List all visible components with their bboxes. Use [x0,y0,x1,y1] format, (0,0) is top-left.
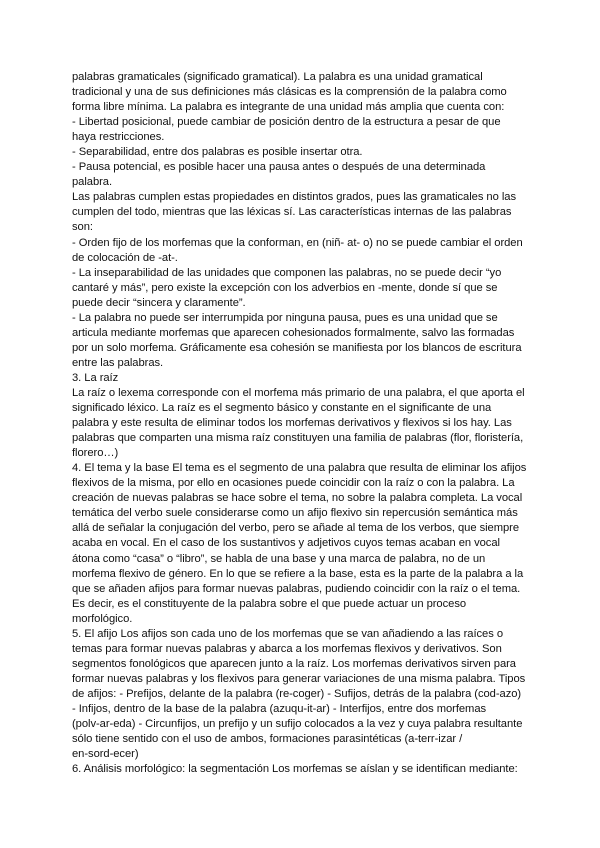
text-line: - Separabilidad, entre dos palabras es posible insertar otra. [72,146,363,159]
text-line: haya restricciones. [72,131,165,144]
text-line: - Pausa potencial, es posible hacer una pausa antes o después de una determinada [72,161,486,174]
text-line: florero…) [72,447,119,460]
text-line: (polv-ar-eda) - Circunfijos, un prefijo y un sufijo colocados a la vez y cuya palabra resultante [72,718,523,731]
text-line: segmentos fonológicos que aparecen junto a la raíz. Los morfemas derivativos sirven para [72,657,516,670]
text-line: formar nuevas palabras y los flexivos para generar variaciones de una misma palabra. Tipos [72,672,526,685]
text-line: acaba en vocal. En el caso de los sustantivos y adjetivos cuyos temas acaban en vocal [72,537,500,550]
text-line: por un solo morfema. Gráficamente esa cohesión se manifiesta por los blancos de escritura [72,341,522,354]
text-line: son: [72,221,93,234]
text-line: flexivos de la misma, por ello en ocasiones puede coincidir con la raíz o con la palabra. La [72,477,515,490]
text-line: entre las palabras. [72,356,164,369]
text-line: palabra. [72,176,113,189]
text-line: tradicional y una de sus definiciones más clásicas es la comprensión de la palabra como [72,86,507,99]
text-line: Las palabras cumplen estas propiedades en distintos grados, pues las gramaticales no las [72,191,516,204]
text-line: de afijos: - Prefijos, delante de la palabra (re-coger) - Sufijos, detrás de la palabra (cod-azo) [72,687,522,700]
text-line: allá de señalar la conjugación del verbo, pero se añade al tema de los verbos, que siempre [72,522,520,535]
text-line: palabras que comparten una misma raíz constituyen una familia de palabras (flor, floristería, [72,432,524,445]
text-line: palabras gramaticales (significado gramatical). La palabra es una unidad gramatical [72,71,483,83]
text-line: puede decir “sincera y claramente”. [72,296,246,309]
text-line: que se añaden afijos para formar nuevas palabras, pudiendo coincidir con la raíz o el tema. [72,582,521,595]
text-line: palabra y este resulta de eliminar todos los morfemas derivativos y flexivos si los hay. Las [72,417,512,430]
text-line: significado léxico. La raíz es el segmento básico y constante en el significante de una [72,402,492,415]
text-line: sólo tiene sentido con el uso de ambos, formaciones parasintéticas (a-terr-izar / [72,733,463,746]
text-line: - Orden fijo de los morfemas que la conforman, en (niñ- at- o) no se puede cambiar el orden [72,236,523,249]
section-heading: 3. La raíz [72,371,119,384]
text-line: - Infijos, dentro de la base de la palabra (azuqu-it-ar) - Interfijos, entre dos morfemas [72,702,487,715]
text-line: cumplen del todo, mientras que las léxicas sí. Las características internas de las palabras [72,206,512,219]
text-line: articula mediante morfemas que aparecen cohesionados formalmente, salvo las formadas [72,326,515,339]
text-line: - La inseparabilidad de las unidades que componen las palabras, no se puede decir “yo [72,266,502,279]
document-body [72,70,540,777]
text-line: creación de nuevas palabras se hace sobre el tema, no sobre la palabra completa. La vocal [72,492,523,505]
text-line: morfema flexivo de género. En lo que se refiere a la base, esta es la parte de la palabra a la [72,567,524,580]
section-heading: 6. Análisis morfológico: la segmentación Los morfemas se aíslan y se identifican mediante: [72,763,518,776]
text-line: forma libre mínima. La palabra es integrante de una unidad más amplia que cuenta con: [72,101,505,114]
text-line: 4. El tema y la base El tema es el segmento de una palabra que resulta de eliminar los afijos [72,462,527,475]
text-line: 5. El afijo Los afijos son cada uno de los morfemas que se van añadiendo a las raíces o [72,627,503,640]
text-line: morfológico. [72,612,133,625]
text-line: - La palabra no puede ser interrumpida por ninguna pausa, pues es una unidad que se [72,311,498,324]
text-line: temas para formar nuevas palabras y abarca a los morfemas flexivos y derivativos. Son [72,642,502,655]
text-line: Es decir, es el constituyente de la palabra sobre el que puede actuar un proceso [72,597,467,610]
text-line: en-sord-ecer) [72,748,139,761]
text-line: de colocación de -at-. [72,251,178,264]
text-line: átona como “casa” o “libro”, se habla de una base y una marca de palabra, no de un [72,552,486,565]
text-line: cantaré y más”, pero existe la excepción con los adverbios en -mente, donde sí que se [72,281,498,294]
text-line: - Libertad posicional, puede cambiar de posición dentro de la estructura a pesar de que [72,116,501,129]
text-line: La raíz o lexema corresponde con el morfema más primario de una palabra, el que aporta el [72,386,525,399]
text-line: temática del verbo suele considerarse como un afijo flexivo sin repercusión semántica más [72,507,518,520]
